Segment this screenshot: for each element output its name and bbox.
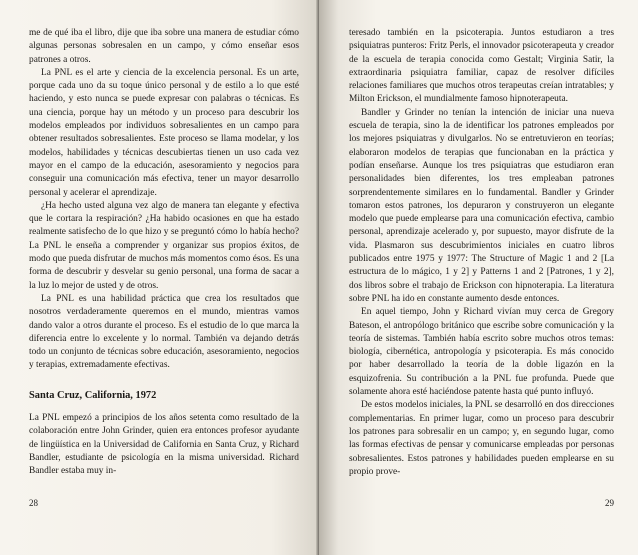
page-number: 29 <box>605 497 614 508</box>
paragraph: En aquel tiempo, John y Richard vivían muy cerca de Gregory Bateson, el antropólogo británico que escribe sobre comunicación y la teoría de sistemas. También había escrito sobre muchos otros temas: biología, cibernética, antropología y psicoterapia. Es más conocido por haber desarrollado la teoría de la doble ligazón en la esquizofrenia. Su contribución a la PNL fue profunda. Puede que solamente ahora esté haciéndose patente hasta qué punto influyó. <box>349 307 614 398</box>
paragraph: Bandler y Grinder no tenían la intención de iniciar una nueva escuela de terapia, sino la de identificar los patrones empleados por los mejores psiquiatras y divulgarlos. No se entretuvieron en teorías; elaboraron modelos de terapias que funcionaban en la práctica y podían enseñarse. Aunque los tres psiquiatras que estudiaron eran personalidades bien diferentes, los tres empleaban patrones sorprendentemente similares en lo fundamental. Bandler y Grinder tomaron estos patrones, los depuraron y construyeron un elegante modelo que puede emplearse para una comunicación efectiva, cambio personal, aprendizaje acelerado y, por supuesto, mayor disfrute de la vida. Plasmaron sus descubrimientos iniciales en cuatro libros publicados entre 1975 y 1977: The Structure of Magic 1 and 2 [La estructura de lo mágico, 1 y 2] y Patterns 1 and 2 [Patrones, 1 y 2], dos libros sobre el trabajo de Erickson con hipnoterapia. La literatura sobre PNL ha ido en constante aumento desde entonces. <box>349 107 614 304</box>
paragraph: De estos modelos iniciales, la PNL se desarrolló en dos direcciones complementarias. En primer lugar, como un proceso para descubrir los patrones para sobresalir en un campo; y, en segundo lugar, como las formas efectivas de pensar y comunicarse empleadas por personas sobresalientes. Estos patrones y habilidades pueden emplearse en su propio prove- <box>349 400 614 477</box>
section-heading: Santa Cruz, California, 1972 <box>29 389 157 401</box>
paragraph: La PNL empezó a principios de los años setenta como resultado de la colaboración entre John Grinder, quien era entonces profesor ayudante de lingüística en la Universidad de California en Santa Cruz, y Richard Bandler, estudiante de psicología en la misma universidad. Richard Bandler estaba muy in- <box>29 413 299 477</box>
paragraph: ¿Ha hecho usted alguna vez algo de manera tan elegante y efectiva que le cortara la respiración? ¿Ha habido ocasiones en que ha estado realmente satisfecho de lo que hizo y se preguntó cómo lo había hecho? La PNL le enseña a comprender y organizar sus propios éxitos, de modo que pueda disfrutar de muchos más momentos como ésos. Es una forma de descubrir y desvelar su genio personal, una forma de sacar a la luz lo mejor de usted y de otros. <box>29 200 299 291</box>
paragraph: La PNL es una habilidad práctica que crea los resultados que nosotros verdaderamente queremos en el mundo, mientras vamos dando valor a otros durante el proceso. Es el estudio de lo que marca la diferencia entre lo excelente y lo normal. También va dejando detrás todo un conjunto de técnicas sobre educación, asesoramiento, negocios y terapias, extremadamente efectivas. <box>29 293 299 371</box>
paragraph: me de qué iba el libro, dije que iba sobre una manera de estudiar cómo algunas personas sobresalen en un campo, y cómo enseñar esos patrones a otros. <box>29 28 299 65</box>
paragraph: La PNL es el arte y ciencia de la excelencia personal. Es un arte, porque cada uno da su toque único personal y de estilo a lo que esté haciendo, y esto nunca se puede expresar con palabras o técnicas. Es una ciencia, porque hay un método y un proceso para descubrir los modelos empleados por individuos sobresalientes en un campo para obtener resultados sobresalientes. Este proceso se llama modelar, y los modelos, habilidades y técnicas descubiertas tienen un uso cada vez mayor en el campo de la educación, asesoramiento y negocios para conseguir una comunicación más efectiva, tener un mayor desarrollo personal y acelerar el aprendizaje. <box>29 67 299 198</box>
right-page <box>319 0 638 555</box>
paragraph: teresado también en la psicoterapia. Juntos estudiaron a tres psiquiatras punteros: Fritz Perls, el innovador psicoterapeuta y creador de la escuela de terapia conocida como Gestalt; Virginia Satir, la extraordinaria psiquiatra familiar, capaz de resolver difíciles relaciones familiares que muchos otros terapeutas creían intratables; y Milton Erickson, el mundialmente famoso hipnoterapeuta. <box>349 28 614 105</box>
page-number: 28 <box>29 497 38 508</box>
